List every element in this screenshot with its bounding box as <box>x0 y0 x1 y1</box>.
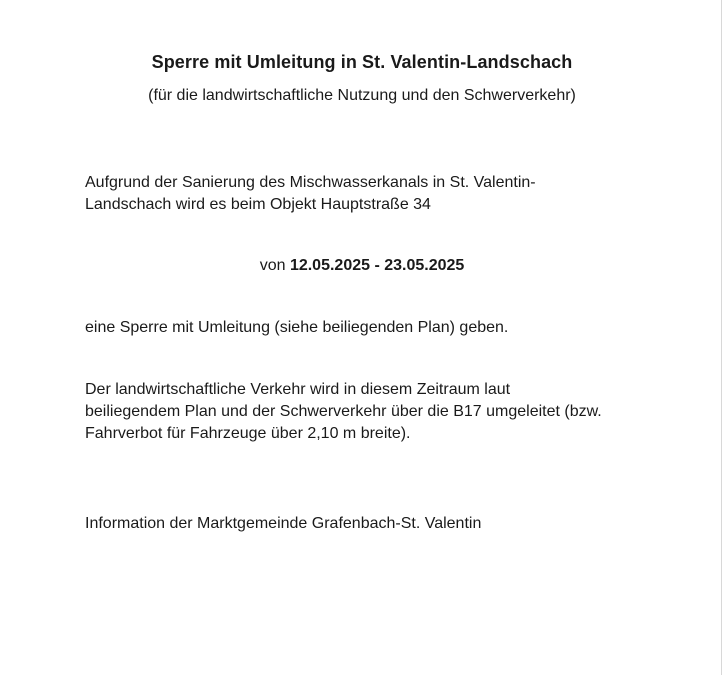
date-prefix: von <box>259 257 290 274</box>
signature-line: Information der Marktgemeinde Grafenbach-St. Valentin <box>85 515 482 532</box>
date-range-value: 12.05.2025 - 23.05.2025 <box>289 257 465 274</box>
detour-line-2: beiliegendem Plan und der Schwerverkehr über die B17 umgeleitet (bzw. <box>85 403 602 420</box>
detour-line-3: Fahrverbot für Fahrzeuge über 2,10 m breite). <box>85 425 411 442</box>
date-range <box>0 257 724 275</box>
detour-paragraph <box>85 379 602 445</box>
intro-line-1: Aufgrund der Sanierung des Mischwasserkanals in St. Valentin- <box>85 174 536 191</box>
detour-line-1: Der landwirtschaftliche Verkehr wird in diesem Zeitraum laut <box>85 381 511 398</box>
document-subtitle: (für die landwirtschaftliche Nutzung und den Schwerverkehr) <box>148 87 576 104</box>
intro-line-2: Landschach wird es beim Objekt Hauptstraße 34 <box>85 196 431 213</box>
document-title: Sperre mit Umleitung in St. Valentin-Landschach <box>151 52 573 72</box>
closure-paragraph: eine Sperre mit Umleitung (siehe beiliegenden Plan) geben. <box>85 319 509 336</box>
intro-paragraph <box>85 172 536 216</box>
